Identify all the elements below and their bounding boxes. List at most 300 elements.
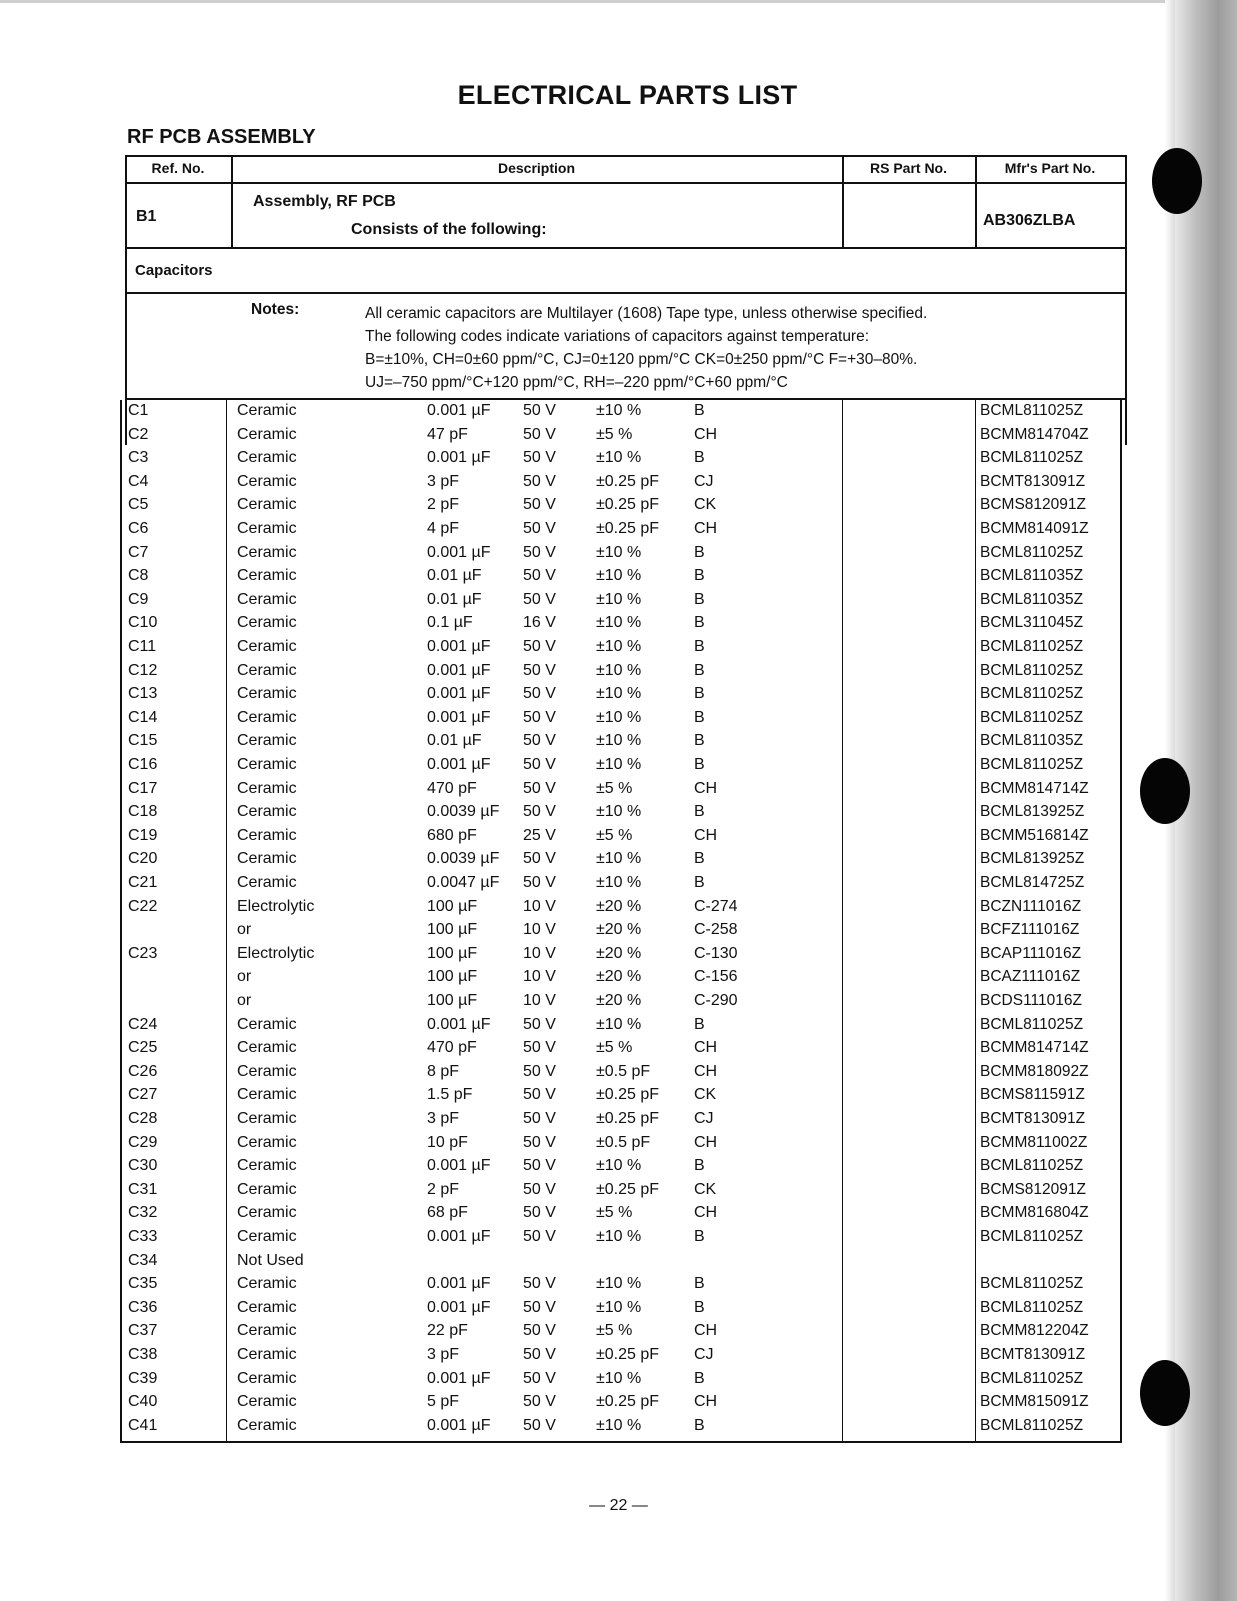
- table-row: [120, 1108, 1120, 1132]
- part-voltage: 50 V: [523, 449, 556, 467]
- part-tolerance: ±20 %: [596, 897, 642, 915]
- part-tolerance: ±10 %: [596, 1228, 642, 1245]
- part-temp-code: B: [694, 638, 705, 655]
- part-type: Ceramic: [237, 685, 297, 703]
- part-type: Ceramic: [237, 1416, 297, 1434]
- header-description: Description: [497, 160, 575, 176]
- part-voltage: 50 V: [523, 756, 556, 773]
- part-ref: C37: [128, 1322, 158, 1340]
- part-value: 0.001 µF: [427, 1298, 491, 1316]
- part-type: Ceramic: [237, 1086, 297, 1104]
- part-type: Ceramic: [237, 850, 297, 868]
- page-number: — 22 —: [589, 1497, 648, 1514]
- part-type: Ceramic: [237, 826, 297, 844]
- part-voltage: 50 V: [523, 1346, 556, 1363]
- part-value: 2 pF: [427, 496, 460, 514]
- part-voltage: 50 V: [523, 1062, 556, 1080]
- part-ref: C39: [128, 1369, 158, 1387]
- part-tolerance: ±10 %: [596, 874, 642, 891]
- part-type: Ceramic: [237, 1322, 297, 1340]
- part-mfr-number: BCML811035Z: [980, 590, 1084, 608]
- table-row: [120, 1155, 1120, 1179]
- assembly-mfr-part: AB306ZLBA: [983, 212, 1076, 229]
- part-type: Ceramic: [237, 803, 297, 821]
- table-row: [120, 919, 1120, 943]
- part-voltage: 50 V: [523, 1275, 556, 1293]
- table-row: [120, 494, 1120, 518]
- part-temp-code: CJ: [694, 1346, 714, 1363]
- table-rule: [125, 247, 1127, 249]
- part-value: 0.001 µF: [427, 402, 491, 419]
- part-type: Ceramic: [237, 638, 297, 655]
- table-row: [120, 1250, 1120, 1274]
- table-row: [120, 1415, 1120, 1439]
- part-type: Ceramic: [237, 402, 297, 419]
- part-type: Ceramic: [237, 1275, 297, 1293]
- part-mfr-number: BCMT813091Z: [980, 1346, 1086, 1363]
- table-row: [120, 872, 1120, 896]
- table-row: [120, 400, 1120, 424]
- part-type: Ceramic: [237, 425, 297, 443]
- part-voltage: 50 V: [523, 1086, 556, 1104]
- table-row: [120, 990, 1120, 1014]
- part-temp-code: CH: [694, 1322, 718, 1340]
- part-temp-code: B: [694, 1275, 705, 1293]
- part-voltage: 50 V: [523, 543, 556, 561]
- part-temp-code: B: [694, 1298, 705, 1316]
- part-value: 1.5 pF: [427, 1086, 473, 1104]
- part-voltage: 50 V: [523, 1204, 556, 1222]
- part-temp-code: B: [694, 685, 705, 703]
- part-ref: C41: [128, 1416, 158, 1434]
- part-mfr-number: BCML813925Z: [980, 803, 1085, 821]
- part-ref: C28: [128, 1110, 158, 1127]
- part-ref: C15: [128, 732, 158, 750]
- part-temp-code: CK: [694, 496, 717, 514]
- part-type: Ceramic: [237, 1228, 297, 1245]
- part-ref: C10: [128, 614, 158, 632]
- table-row: [120, 1037, 1120, 1061]
- part-mfr-number: BCMS811591Z: [980, 1086, 1085, 1104]
- part-temp-code: CH: [694, 1204, 718, 1222]
- notes-label: Notes:: [251, 301, 300, 318]
- part-voltage: 50 V: [523, 472, 556, 490]
- part-voltage: 50 V: [523, 1322, 556, 1340]
- part-type: Ceramic: [237, 874, 297, 891]
- table-row: [120, 848, 1120, 872]
- part-tolerance: ±10 %: [596, 402, 642, 419]
- part-tolerance: ±10 %: [596, 638, 642, 655]
- part-ref: C11: [128, 638, 157, 655]
- part-mfr-number: BCMM818092Z: [980, 1062, 1089, 1080]
- assembly-name: Assembly, RF PCB: [253, 193, 396, 210]
- page-title: ELECTRICAL PARTS LIST: [457, 80, 798, 110]
- part-tolerance: ±10 %: [596, 1275, 642, 1293]
- part-voltage: 50 V: [523, 685, 556, 703]
- part-temp-code: B: [694, 1416, 705, 1434]
- part-temp-code: B: [694, 449, 705, 467]
- part-type: Ceramic: [237, 614, 297, 632]
- part-tolerance: ±10 %: [596, 661, 642, 679]
- part-value: 68 pF: [427, 1204, 468, 1222]
- part-temp-code: CH: [694, 425, 718, 443]
- header-ref-no: Ref. No.: [151, 160, 205, 176]
- part-voltage: 50 V: [523, 590, 556, 608]
- part-tolerance: ±10 %: [596, 850, 642, 868]
- table-row: [120, 754, 1120, 778]
- part-value: 0.001 µF: [427, 756, 491, 773]
- part-tolerance: ±10 %: [596, 590, 642, 608]
- part-mfr-number: BCMM816804Z: [980, 1204, 1089, 1222]
- part-voltage: 10 V: [523, 968, 556, 986]
- part-voltage: 10 V: [523, 921, 556, 939]
- part-ref: C36: [128, 1298, 158, 1316]
- part-temp-code: CH: [694, 826, 718, 844]
- part-voltage: 50 V: [523, 1298, 556, 1316]
- part-tolerance: ±10 %: [596, 803, 642, 821]
- part-tolerance: ±10 %: [596, 1416, 642, 1434]
- part-voltage: 50 V: [523, 1157, 556, 1175]
- part-ref: C13: [128, 685, 158, 703]
- part-tolerance: ±10 %: [596, 756, 642, 773]
- part-temp-code: B: [694, 614, 705, 632]
- notes-line: All ceramic capacitors are Multilayer (1608) Tape type, unless otherwise specified.: [365, 305, 928, 322]
- part-mfr-number: BCMM814714Z: [980, 779, 1089, 797]
- table-row: [120, 1391, 1120, 1415]
- part-mfr-number: BCZN111016Z: [980, 897, 1082, 915]
- part-mfr-number: BCMM814714Z: [980, 1039, 1089, 1057]
- part-mfr-number: BCML311045Z: [980, 614, 1084, 632]
- table-row: [120, 471, 1120, 495]
- part-temp-code: C-258: [694, 921, 738, 939]
- part-ref: C7: [128, 543, 149, 561]
- part-tolerance: ±20 %: [596, 921, 642, 939]
- part-mfr-number: BCAZ111016Z: [980, 968, 1081, 986]
- part-voltage: 50 V: [523, 1110, 556, 1127]
- part-ref: C40: [128, 1393, 158, 1411]
- part-value: 0.0039 µF: [427, 850, 500, 868]
- part-value: 2 pF: [427, 1180, 460, 1198]
- part-mfr-number: BCML811035Z: [980, 567, 1084, 585]
- part-mfr-number: BCML811025Z: [980, 1275, 1084, 1293]
- part-mfr-number: BCML811025Z: [980, 1228, 1084, 1245]
- part-mfr-number: BCMM814091Z: [980, 520, 1089, 537]
- part-mfr-number: BCML811025Z: [980, 685, 1084, 703]
- table-row: [120, 447, 1120, 471]
- part-value: 100 µF: [427, 921, 478, 939]
- part-type: Ceramic: [237, 732, 297, 750]
- part-voltage: 50 V: [523, 1416, 556, 1434]
- part-ref: C22: [128, 897, 158, 915]
- part-type: Not Used: [237, 1251, 304, 1269]
- part-temp-code: B: [694, 874, 705, 891]
- punch-hole-top: [1152, 148, 1202, 214]
- part-voltage: 50 V: [523, 1393, 556, 1411]
- part-value: 0.0039 µF: [427, 803, 500, 821]
- part-type: Ceramic: [237, 590, 297, 608]
- part-type: Ceramic: [237, 1180, 297, 1198]
- part-ref: C17: [128, 779, 158, 797]
- part-voltage: 50 V: [523, 638, 556, 655]
- part-mfr-number: BCMM811002Z: [980, 1133, 1088, 1151]
- part-voltage: 50 V: [523, 874, 556, 891]
- table-rule: [125, 292, 1127, 294]
- part-value: 0.1 µF: [427, 614, 473, 632]
- table-row: [120, 778, 1120, 802]
- part-type: Ceramic: [237, 779, 297, 797]
- part-ref: C8: [128, 567, 149, 585]
- part-tolerance: ±10 %: [596, 732, 642, 750]
- table-row: [120, 966, 1120, 990]
- part-type: Ceramic: [237, 567, 297, 585]
- part-ref: C1: [128, 402, 149, 419]
- notes-line: The following codes indicate variations of capacitors against temperature:: [365, 328, 870, 345]
- table-row: [120, 825, 1120, 849]
- part-ref: C38: [128, 1346, 158, 1363]
- part-temp-code: CJ: [694, 1110, 714, 1127]
- part-ref: C12: [128, 661, 158, 679]
- part-ref: C4: [128, 472, 149, 490]
- part-temp-code: CH: [694, 1133, 718, 1151]
- part-tolerance: ±0.25 pF: [596, 1393, 660, 1411]
- part-ref: C2: [128, 425, 149, 443]
- part-mfr-number: BCDS111016Z: [980, 992, 1082, 1009]
- part-ref: C21: [128, 874, 158, 891]
- punch-hole-middle: [1140, 758, 1190, 824]
- part-type: Ceramic: [237, 756, 297, 773]
- table-row: [120, 636, 1120, 660]
- table-row: [120, 1014, 1120, 1038]
- part-value: 0.001 µF: [427, 1157, 491, 1175]
- part-voltage: 50 V: [523, 520, 556, 537]
- part-type: Ceramic: [237, 1015, 297, 1033]
- part-mfr-number: BCMS812091Z: [980, 496, 1086, 514]
- table-rule: [120, 1441, 1122, 1443]
- table-row: [120, 1061, 1120, 1085]
- part-voltage: 50 V: [523, 1228, 556, 1245]
- part-value: 0.001 µF: [427, 661, 491, 679]
- part-tolerance: ±20 %: [596, 992, 642, 1009]
- part-temp-code: C-156: [694, 968, 738, 986]
- part-temp-code: B: [694, 590, 705, 608]
- part-value: 0.001 µF: [427, 543, 491, 561]
- part-mfr-number: BCMT813091Z: [980, 472, 1086, 490]
- part-tolerance: ±5 %: [596, 1039, 633, 1057]
- table-row: [120, 424, 1120, 448]
- part-temp-code: C-274: [694, 897, 738, 915]
- part-value: 0.001 µF: [427, 685, 491, 703]
- part-voltage: 50 V: [523, 1180, 556, 1198]
- part-ref: C34: [128, 1251, 158, 1269]
- table-row: [120, 518, 1120, 542]
- part-type: Ceramic: [237, 661, 297, 679]
- table-row: [120, 1344, 1120, 1368]
- part-tolerance: ±10 %: [596, 567, 642, 585]
- table-row: [120, 1297, 1120, 1321]
- part-ref: C35: [128, 1275, 158, 1293]
- part-tolerance: ±5 %: [596, 826, 633, 844]
- part-type: Ceramic: [237, 1133, 297, 1151]
- part-tolerance: ±0.25 pF: [596, 1346, 660, 1363]
- header-mfr-part-no: Mfr's Part No.: [1004, 160, 1096, 176]
- part-type: or: [237, 992, 252, 1009]
- part-value: 0.001 µF: [427, 1416, 491, 1434]
- table-row: [120, 943, 1120, 967]
- part-tolerance: ±20 %: [596, 968, 642, 986]
- part-temp-code: B: [694, 543, 705, 561]
- part-tolerance: ±10 %: [596, 543, 642, 561]
- part-ref: C20: [128, 850, 158, 868]
- part-value: 0.001 µF: [427, 1369, 491, 1387]
- part-value: 470 pF: [427, 1039, 477, 1057]
- part-mfr-number: BCML811025Z: [980, 1157, 1084, 1175]
- part-type: Electrolytic: [237, 944, 315, 962]
- table-row: [120, 542, 1120, 566]
- part-value: 0.01 µF: [427, 590, 482, 608]
- part-tolerance: ±0.25 pF: [596, 472, 660, 490]
- part-type: Ceramic: [237, 449, 297, 467]
- part-value: 0.001 µF: [427, 449, 491, 467]
- part-temp-code: CH: [694, 1039, 718, 1057]
- part-type: Ceramic: [237, 708, 297, 726]
- table-row: [120, 1368, 1120, 1392]
- part-ref: C23: [128, 944, 158, 962]
- part-voltage: 10 V: [523, 897, 556, 915]
- part-value: 100 µF: [427, 944, 478, 962]
- part-value: 10 pF: [427, 1133, 468, 1151]
- part-temp-code: B: [694, 567, 705, 585]
- part-value: 3 pF: [427, 472, 460, 490]
- table-row: [120, 801, 1120, 825]
- part-tolerance: ±10 %: [596, 614, 642, 632]
- part-ref: C5: [128, 496, 149, 514]
- part-value: 0.001 µF: [427, 638, 491, 655]
- part-tolerance: ±10 %: [596, 1157, 642, 1175]
- table-row: [120, 1320, 1120, 1344]
- part-type: Ceramic: [237, 472, 297, 490]
- part-voltage: 50 V: [523, 425, 556, 443]
- part-mfr-number: BCML813925Z: [980, 850, 1085, 868]
- part-value: 0.001 µF: [427, 1228, 491, 1245]
- part-tolerance: ±5 %: [596, 1204, 633, 1222]
- part-mfr-number: BCML814725Z: [980, 874, 1085, 891]
- part-temp-code: CK: [694, 1086, 717, 1104]
- part-mfr-number: BCML811025Z: [980, 449, 1084, 467]
- table-row: [120, 565, 1120, 589]
- part-tolerance: ±0.25 pF: [596, 1180, 660, 1198]
- part-ref: C24: [128, 1015, 158, 1033]
- part-type: Ceramic: [237, 1204, 297, 1222]
- part-tolerance: ±5 %: [596, 1322, 633, 1340]
- part-tolerance: ±0.5 pF: [596, 1062, 651, 1080]
- part-type: Ceramic: [237, 1157, 297, 1175]
- table-row: [120, 589, 1120, 613]
- part-tolerance: ±0.5 pF: [596, 1133, 651, 1151]
- part-type: Ceramic: [237, 1369, 297, 1387]
- table-row: [120, 1226, 1120, 1250]
- part-temp-code: B: [694, 756, 705, 773]
- table-row: [120, 1179, 1120, 1203]
- part-mfr-number: BCAP111016Z: [980, 944, 1082, 962]
- part-value: 0.001 µF: [427, 1015, 491, 1033]
- part-tolerance: ±5 %: [596, 425, 633, 443]
- part-mfr-number: BCMM814704Z: [980, 425, 1089, 443]
- part-temp-code: CJ: [694, 472, 714, 490]
- part-voltage: 50 V: [523, 1015, 556, 1033]
- part-value: 680 pF: [427, 826, 477, 844]
- table-row: [120, 683, 1120, 707]
- part-ref: C27: [128, 1086, 158, 1104]
- part-value: 8 pF: [427, 1062, 460, 1080]
- part-ref: C29: [128, 1133, 158, 1151]
- part-value: 0.0047 µF: [427, 874, 500, 891]
- part-tolerance: ±5 %: [596, 779, 633, 797]
- part-value: 0.001 µF: [427, 1275, 491, 1293]
- assembly-ref: B1: [136, 208, 157, 225]
- part-voltage: 50 V: [523, 402, 556, 419]
- part-type: or: [237, 921, 252, 939]
- part-temp-code: B: [694, 661, 705, 679]
- table-row: [120, 612, 1120, 636]
- part-mfr-number: BCML811025Z: [980, 1015, 1084, 1033]
- notes-line: B=±10%, CH=0±60 ppm/°C, CJ=0±120 ppm/°C CK=0±250 ppm/°C F=+30–80%.: [365, 351, 918, 368]
- part-value: 100 µF: [427, 968, 478, 986]
- table-row: [120, 730, 1120, 754]
- part-mfr-number: BCML811025Z: [980, 543, 1084, 561]
- header-rs-part-no: RS Part No.: [869, 160, 947, 176]
- part-value: 0.01 µF: [427, 732, 482, 750]
- part-tolerance: ±10 %: [596, 449, 642, 467]
- part-voltage: 50 V: [523, 1369, 556, 1387]
- part-temp-code: CH: [694, 1393, 718, 1411]
- part-type: Ceramic: [237, 1039, 297, 1057]
- table-rule: [1120, 400, 1122, 1443]
- part-mfr-number: BCML811025Z: [980, 708, 1084, 726]
- table-row: [120, 1202, 1120, 1226]
- part-type: Ceramic: [237, 1298, 297, 1316]
- part-voltage: 50 V: [523, 732, 556, 750]
- part-voltage: 50 V: [523, 850, 556, 868]
- part-value: 3 pF: [427, 1346, 460, 1363]
- punch-hole-bottom: [1140, 1360, 1190, 1426]
- part-mfr-number: BCML811025Z: [980, 1416, 1084, 1434]
- part-value: 3 pF: [427, 1110, 460, 1127]
- notes-text: [365, 302, 1125, 394]
- part-voltage: 50 V: [523, 708, 556, 726]
- part-temp-code: CH: [694, 779, 718, 797]
- part-voltage: 50 V: [523, 496, 556, 514]
- part-tolerance: ±10 %: [596, 708, 642, 726]
- top-rule: [0, 0, 1175, 3]
- part-tolerance: ±10 %: [596, 685, 642, 703]
- table-row: [120, 1132, 1120, 1156]
- part-voltage: 50 V: [523, 1133, 556, 1151]
- part-temp-code: CH: [694, 520, 718, 537]
- part-temp-code: B: [694, 803, 705, 821]
- part-ref: C30: [128, 1157, 158, 1175]
- part-temp-code: C-130: [694, 944, 738, 962]
- part-mfr-number: BCML811025Z: [980, 756, 1084, 773]
- part-type: Ceramic: [237, 496, 297, 514]
- part-mfr-number: BCML811025Z: [980, 1369, 1084, 1387]
- part-temp-code: B: [694, 1228, 705, 1245]
- part-mfr-number: BCML811025Z: [980, 1298, 1084, 1316]
- section-title: RF PCB ASSEMBLY: [127, 126, 316, 148]
- table-row: [120, 707, 1120, 731]
- part-ref: C31: [128, 1180, 158, 1198]
- part-temp-code: B: [694, 402, 705, 419]
- part-tolerance: ±20 %: [596, 944, 642, 962]
